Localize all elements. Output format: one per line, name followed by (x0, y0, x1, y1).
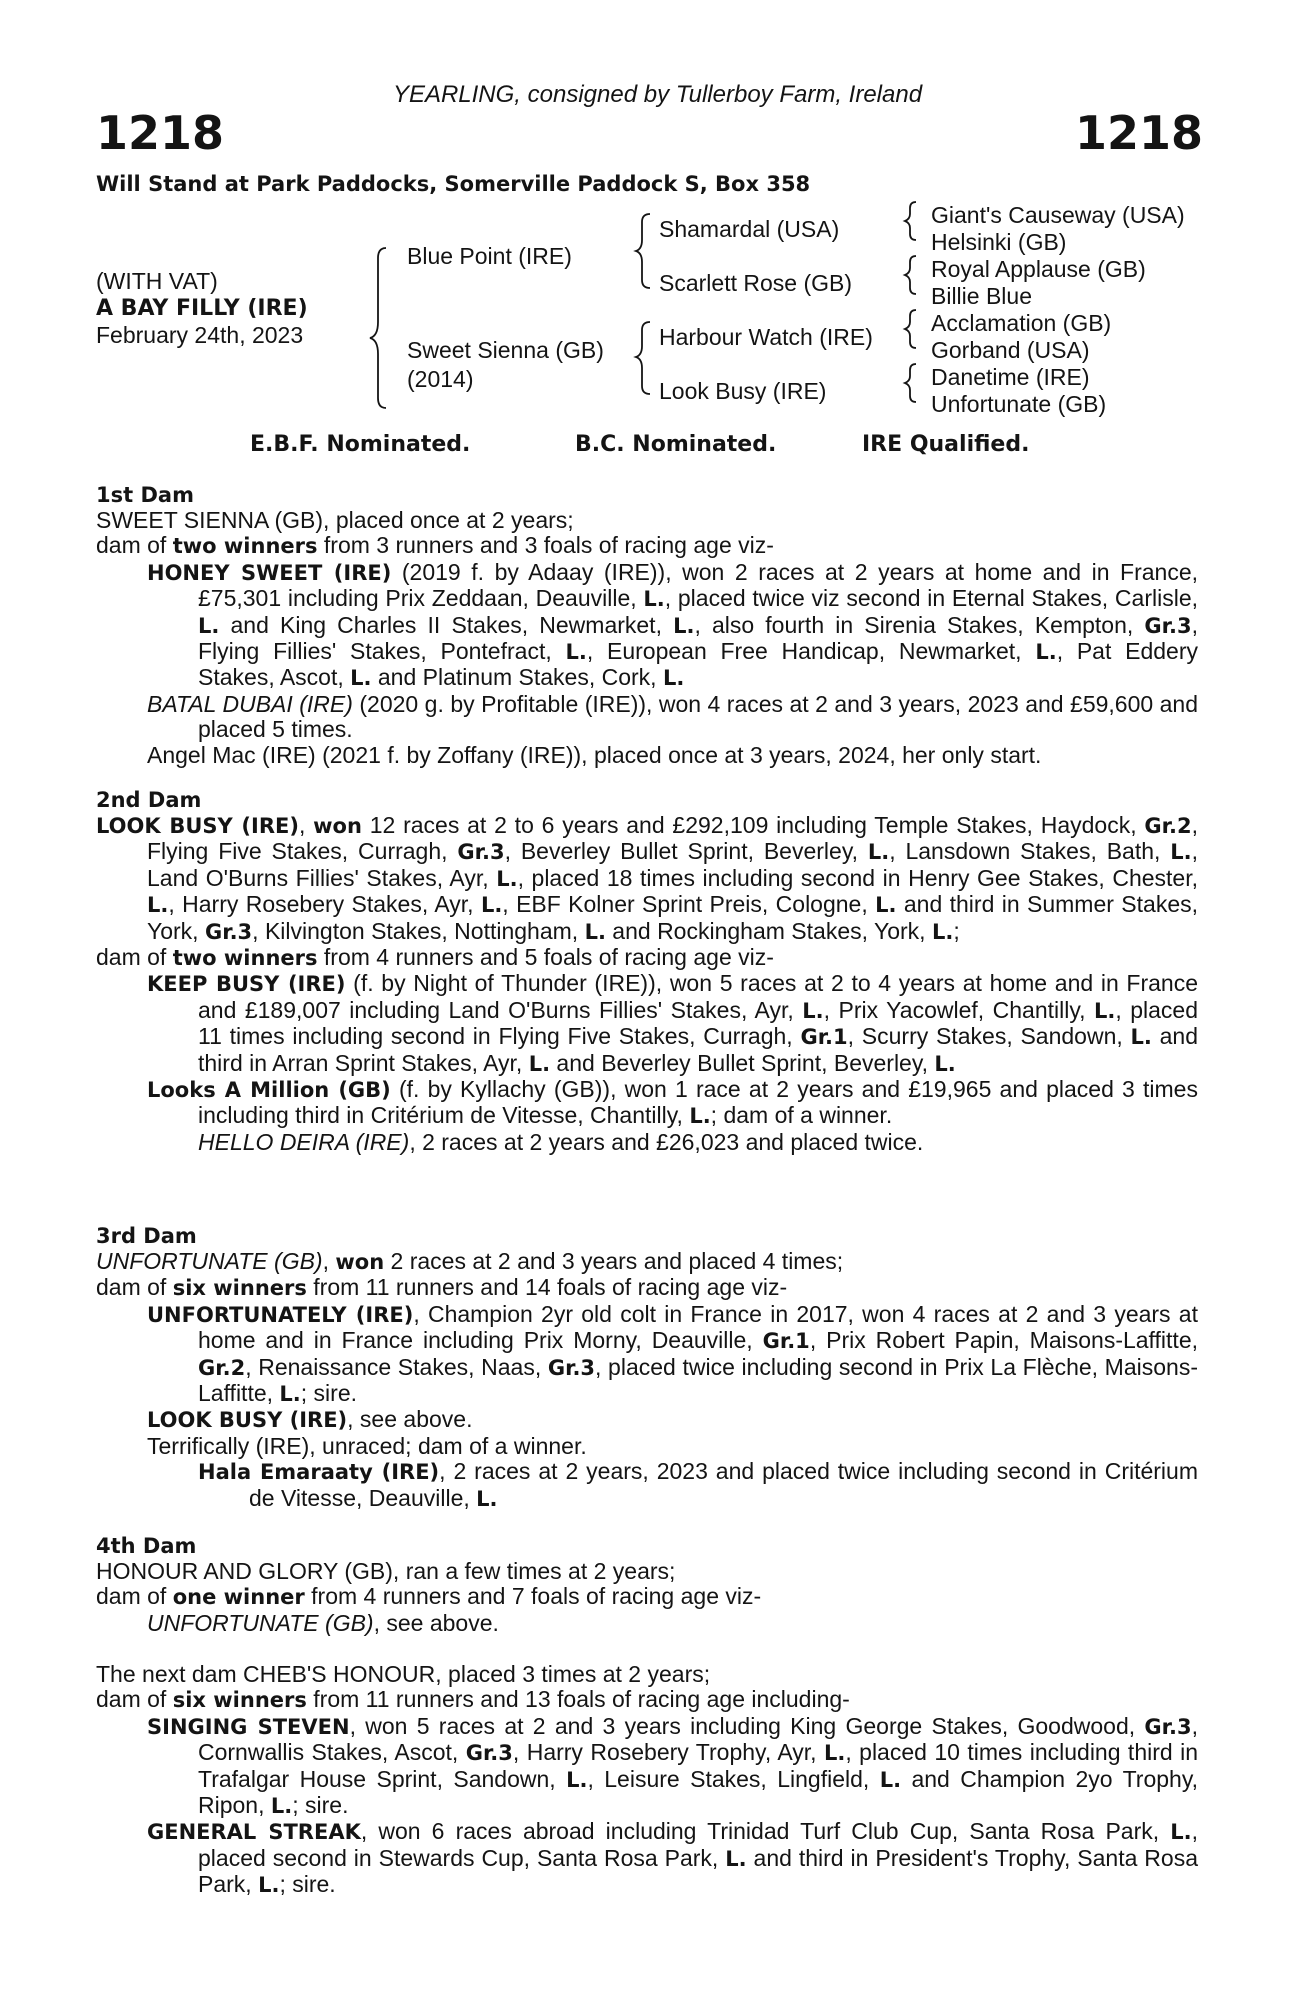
ebf-nomination: E.B.F. Nominated. (250, 432, 471, 457)
second-dam-section (96, 788, 1198, 1155)
section-heading: 1st Dam (96, 483, 194, 507)
produce-record: Looks A Million (GB) (f. by Kyllachy (GB)), won 1 race at 2 years and £19,965 and placed 3 times including third in Critérium de Vitesse, Chantilly, L.; dam of a winner. (147, 1076, 1198, 1129)
stand-location: Will Stand at Park Paddocks, Somerville Paddock S, Box 358 (96, 172, 811, 196)
ire-qualification: IRE Qualified. (862, 432, 1030, 457)
produce-record: UNFORTUNATELY (IRE), Champion 2yr old colt in France in 2017, won 4 races at 2 and 3 years at home and in France including Prix Morny, Deauville, Gr.1, Prix Robert Papin, Maisons-Laffitte, Gr.2, Renaissance Stakes, Naas, Gr.3, placed twice including second in Prix La Flèche, Maisons-Laffitte, L.; sire. (147, 1300, 1198, 1407)
horse-name: A BAY FILLY (IRE) (96, 296, 308, 321)
next-dam-section (96, 1662, 1198, 1899)
dam-summary: HONOUR AND GLORY (GB), ran a few times at 2 years; (96, 1558, 676, 1584)
ancestor-2: Helsinki (GB) (931, 229, 1067, 255)
ancestor-5: Acclamation (GB) (931, 310, 1112, 336)
vat-note: (WITH VAT) (96, 268, 218, 294)
produce-record: UNFORTUNATE (GB), see above. (147, 1609, 499, 1636)
consignment-note: YEARLING, consigned by Tullerboy Farm, Ireland (392, 81, 923, 108)
dam-dam: Look Busy (IRE) (659, 378, 827, 404)
sire-sire: Shamardal (USA) (659, 216, 840, 242)
produce-summary: dam of two winners from 3 runners and 3 foals of racing age viz- (96, 532, 774, 559)
produce-record: Terrifically (IRE), unraced; dam of a winner. (147, 1432, 587, 1459)
dam-year: (2014) (407, 366, 474, 392)
sire: Blue Point (IRE) (407, 243, 572, 269)
third-dam-section (96, 1224, 1198, 1512)
ancestor-7: Danetime (IRE) (931, 364, 1090, 390)
produce-record: HELLO DEIRA (IRE), 2 races at 2 years and £26,023 and placed twice. (198, 1128, 924, 1155)
section-heading: 3rd Dam (96, 1224, 197, 1248)
ancestor-1: Giant's Causeway (USA) (931, 202, 1185, 228)
section-heading: 4th Dam (96, 1534, 197, 1558)
dam: Sweet Sienna (GB) (407, 337, 604, 363)
produce-summary: dam of six winners from 11 runners and 13 foals of racing age including- (96, 1686, 850, 1713)
foaling-date: February 24th, 2023 (96, 322, 304, 348)
lot-number-left: 1218 (96, 106, 225, 160)
produce-record: KEEP BUSY (IRE) (f. by Night of Thunder (IRE)), won 5 races at 2 to 4 years at home and in France and £189,007 including Land O'Burns Fillies' Stakes, Ayr, L., Prix Yacowlef, Chantilly, L., placed 11 times including second in Flying Five Stakes, Curragh, Gr.1, Scurry Stakes, Sandown, L. and third in Arran Sprint Stakes, Ayr, L. and Beverley Bullet Sprint, Beverley, L. (147, 970, 1199, 1076)
dam-sire: Harbour Watch (IRE) (659, 324, 873, 350)
produce-summary: dam of one winner from 4 runners and 7 foals of racing age viz- (96, 1583, 762, 1610)
dam-racing-record: LOOK BUSY (IRE), won 12 races at 2 to 6 years and £292,109 including Temple Stakes, Haydock, Gr.2, Flying Five Stakes, Curragh, Gr.3, Beverley Bullet Sprint, Beverley, L., Lansdown Stakes, Bath, L., Land O'Burns Fillies' Stakes, Ayr, L., placed 18 times including second in Henry Gee Stakes, Chester, L., Harry Rosebery Stakes, Ayr, L., EBF Kolner Sprint Preis, Cologne, L. and third in Summer Stakes, York, Gr.3, Kilvington Stakes, Nottingham, L. and Rockingham Stakes, York, L.; (96, 812, 1199, 944)
produce-record: HONEY SWEET (IRE) (2019 f. by Adaay (IRE)), won 2 races at 2 years at home and in France, £75,301 including Prix Zeddaan, Deauville, L., placed twice viz second in Eternal Stakes, Carlisle, L. and King Charles II Stakes, Newmarket, L., also fourth in Sirenia Stakes, Kempton, Gr.3, Flying Fillies' Stakes, Pontefract, L., European Free Handicap, Newmarket, L., Pat Eddery Stakes, Ascot, L. and Platinum Stakes, Cork, L. (147, 558, 1199, 691)
ancestor-3: Royal Applause (GB) (931, 256, 1146, 282)
produce-record: BATAL DUBAI (IRE) (2020 g. by Profitable (IRE)), won 4 races at 2 and 3 years, 2023 and £59,600 and placed 5 times. (147, 690, 1199, 743)
produce-summary: dam of six winners from 11 runners and 14 foals of racing age viz- (96, 1274, 788, 1301)
produce-summary: dam of two winners from 4 runners and 5 foals of racing age viz- (96, 944, 774, 971)
produce-record: Angel Mac (IRE) (2021 f. by Zoffany (IRE)), placed once at 3 years, 2024, her only start. (147, 741, 1042, 768)
bc-nomination: B.C. Nominated. (575, 432, 777, 457)
produce-record: GENERAL STREAK, won 6 races abroad including Trinidad Turf Club Cup, Santa Rosa Park, L., placed second in Stewards Cup, Santa Rosa Park, L. and third in President's Trophy, Santa Rosa Park, L.; sire. (147, 1818, 1199, 1898)
ancestor-8: Unfortunate (GB) (931, 391, 1107, 417)
dam-summary: SWEET SIENNA (GB), placed once at 2 years; (96, 507, 574, 533)
first-dam-section (96, 483, 1198, 768)
dam-summary: The next dam CHEB'S HONOUR, placed 3 times at 2 years; (96, 1661, 711, 1687)
fourth-dam-section (96, 1534, 1198, 1636)
produce-record: LOOK BUSY (IRE), see above. (147, 1406, 473, 1433)
lot-number-right: 1218 (1074, 106, 1203, 160)
ancestor-4: Billie Blue (931, 283, 1032, 309)
sire-dam: Scarlett Rose (GB) (659, 270, 852, 296)
produce-record: SINGING STEVEN, won 5 races at 2 and 3 years including King George Stakes, Goodwood, Gr.3, Cornwallis Stakes, Ascot, Gr.3, Harry Rosebery Trophy, Ayr, L., placed 10 times including third in Trafalgar House Sprint, Sandown, L., Leisure Stakes, Lingfield, L. and Champion 2yo Trophy, Ripon, L.; sire. (147, 1712, 1199, 1819)
ancestor-6: Gorband (USA) (931, 337, 1090, 363)
produce-record: Hala Emaraaty (IRE), 2 races at 2 years, 2023 and placed twice including second in Critérium de Vitesse, Deauville, L. (198, 1458, 1198, 1511)
dam-racing-record: UNFORTUNATE (GB), won 2 races at 2 and 3 years and placed 4 times; (96, 1248, 844, 1274)
section-heading: 2nd Dam (96, 788, 202, 812)
